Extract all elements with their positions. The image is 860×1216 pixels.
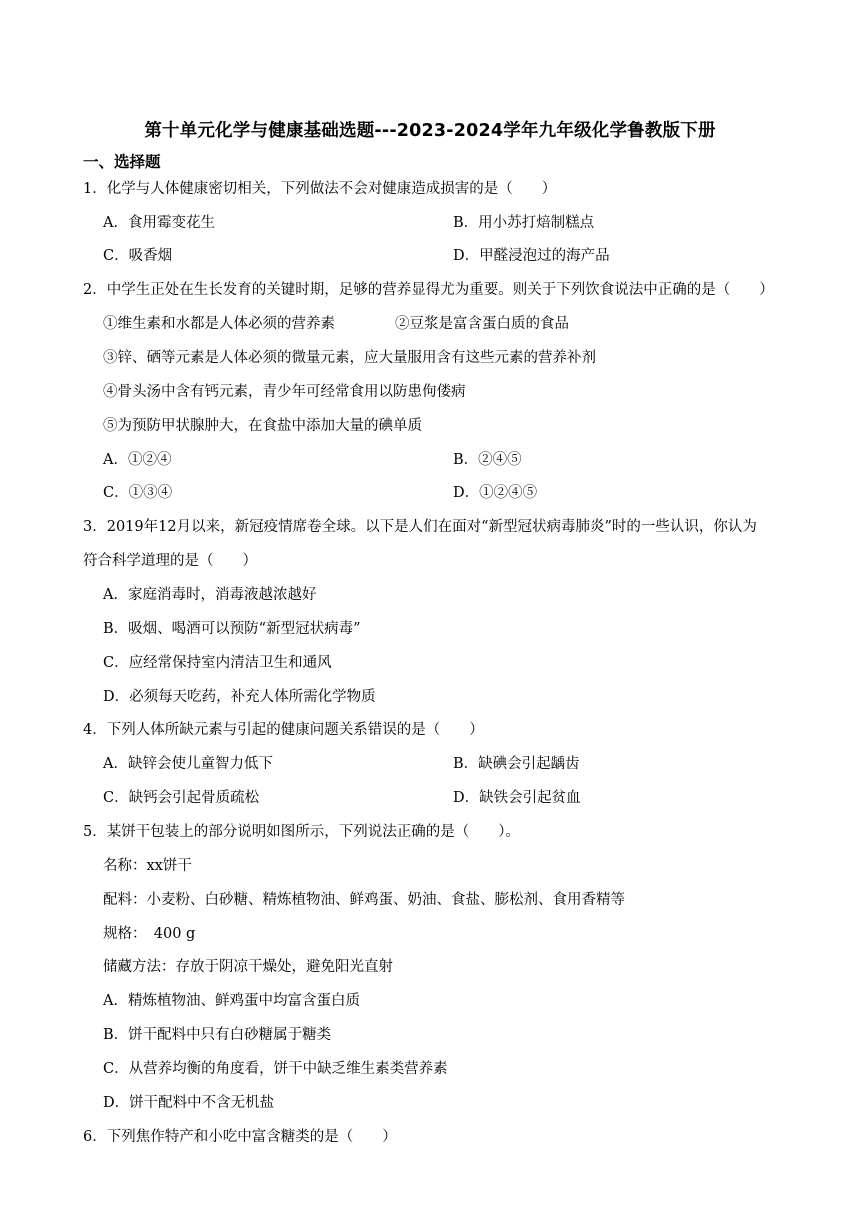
question-2-statement-5: ⑤为预防甲状腺肿大，在食盐中添加大量的碘单质: [103, 418, 422, 434]
package-ingredients: 配料：小麦粉、白砂糖、精炼植物油、鲜鸡蛋、奶油、食盐、膨松剂、食用香精等: [103, 892, 625, 908]
question-3-stem-line-2: 符合科学道理的是（ ）: [83, 553, 257, 569]
question-4-stem: 4．下列人体所缺元素与引起的健康问题关系错误的是（ ）: [83, 722, 484, 738]
section-heading: 一、选择题: [83, 153, 161, 171]
question-3-option-c[interactable]: C．应经常保持室内清洁卫生和通风: [103, 655, 332, 671]
question-1-stem: 1．化学与人体健康密切相关，下列做法不会对健康造成损害的是（ ）: [83, 181, 557, 197]
package-storage: 储藏方法：存放于阴凉干燥处，避免阳光直射: [103, 959, 393, 975]
question-3-stem-line-1: 3．2019年12月以来，新冠疫情席卷全球。以下是人们在面对“新型冠状病毒肺炎”时的一些认识，你认为: [83, 519, 757, 535]
document-title: 第十单元化学与健康基础选题---2023-2024学年九年级化学鲁教版下册: [144, 121, 716, 141]
question-1-option-b[interactable]: B．用小苏打焙制糕点: [453, 215, 595, 231]
question-1-option-c[interactable]: C．吸香烟: [103, 248, 173, 264]
question-3-option-d[interactable]: D．必须每天吃药，补充人体所需化学物质: [103, 689, 376, 705]
package-name: 名称：xx饼干: [103, 858, 192, 874]
question-1-option-a[interactable]: A．食用霉变花生: [103, 215, 215, 231]
question-2-statement-4: ④骨头汤中含有钙元素，青少年可经常食用以防患佝偻病: [103, 384, 466, 400]
question-2-statement-3: ③锌、硒等元素是人体必须的微量元素，应大量服用含有这些元素的营养补剂: [103, 350, 596, 366]
question-4-option-b[interactable]: B．缺碘会引起龋齿: [453, 756, 580, 772]
question-2-statement-1: ①维生素和水都是人体必须的营养素: [103, 316, 335, 332]
question-3-option-a[interactable]: A．家庭消毒时，消毒液越浓越好: [103, 587, 317, 603]
question-2-stem: 2．中学生正处在生长发育的关键时期，足够的营养显得尤为重要。则关于下列饮食说法中正确的是（ ）: [83, 282, 774, 298]
question-2-statement-2: ②豆浆是富含蛋白质的食品: [395, 316, 569, 332]
question-5-option-b[interactable]: B．饼干配料中只有白砂糖属于糖类: [103, 1027, 332, 1043]
question-4-option-c[interactable]: C．缺钙会引起骨质疏松: [103, 790, 260, 806]
question-4-option-d[interactable]: D．缺铁会引起贫血: [453, 790, 581, 806]
question-4-option-a[interactable]: A．缺锌会使儿童智力低下: [103, 756, 273, 772]
question-3-option-b[interactable]: B．吸烟、喝酒可以预防“新型冠状病毒”: [103, 621, 361, 637]
question-5-stem: 5．某饼干包装上的部分说明如图所示，下列说法正确的是（ ）。: [83, 824, 520, 840]
question-2-option-b[interactable]: B．②④⑤: [453, 452, 522, 468]
question-1-option-d[interactable]: D．甲醛浸泡过的海产品: [453, 248, 610, 264]
question-2-option-d[interactable]: D．①②④⑤: [453, 485, 538, 501]
question-6-stem: 6．下列焦作特产和小吃中富含糖类的是（ ）: [83, 1129, 397, 1145]
package-spec: 规格： 400 g: [103, 926, 196, 942]
question-2-option-a[interactable]: A．①②④: [103, 452, 172, 468]
question-5-option-c[interactable]: C．从营养均衡的角度看，饼干中缺乏维生素类营养素: [103, 1061, 448, 1077]
question-5-option-a[interactable]: A．精炼植物油、鲜鸡蛋中均富含蛋白质: [103, 993, 360, 1009]
question-2-option-c[interactable]: C．①③④: [103, 485, 173, 501]
question-5-option-d[interactable]: D．饼干配料中不含无机盐: [103, 1095, 275, 1111]
